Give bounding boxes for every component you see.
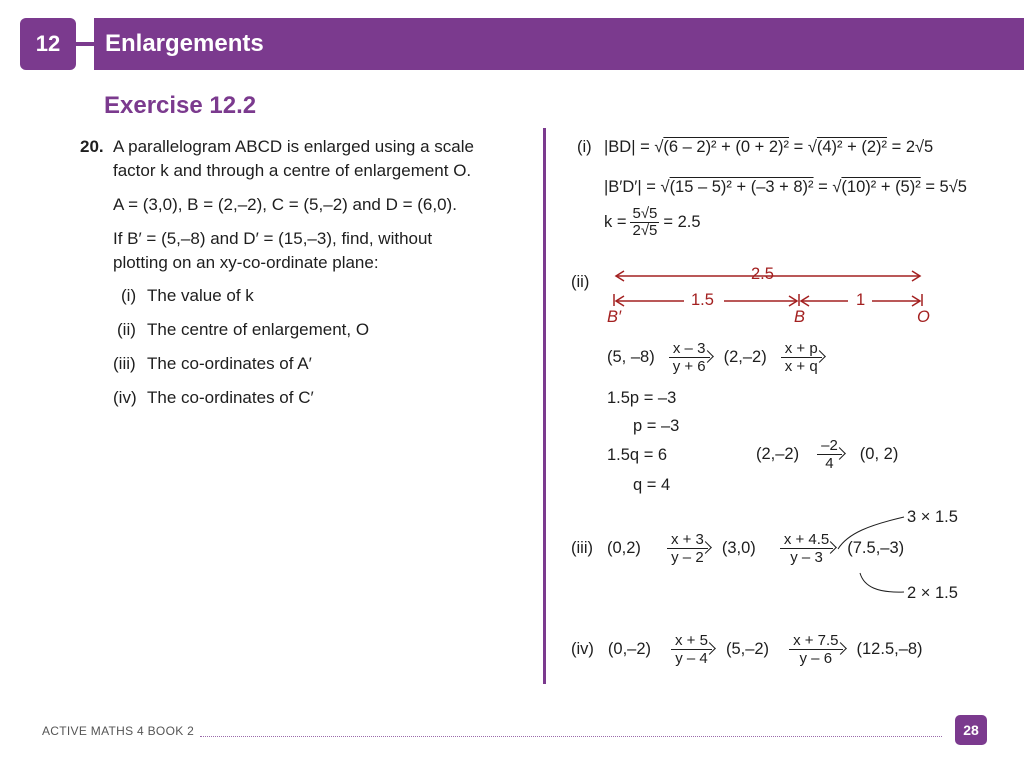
solution-i-label: (i) <box>577 138 592 156</box>
iii-from: (0,2) <box>607 539 641 557</box>
equation-1: 1.5p = –3 <box>607 389 677 407</box>
iv-mid: (5,–2) <box>725 640 770 658</box>
map2-x: x + p <box>784 340 818 357</box>
k-numerator: 5√5 <box>632 205 658 222</box>
bpdp-lhs: |B′D′| = <box>604 178 661 196</box>
note-bottom-curve <box>860 573 904 592</box>
bd-radicand-2: (4)² + (2)² <box>816 138 888 156</box>
footer-book-title: ACTIVE MATHS 4 BOOK 2 <box>42 724 195 738</box>
iv-from: (0,–2) <box>607 640 652 658</box>
part-text: The value of k <box>147 286 254 305</box>
note-top: 3 × 1.5 <box>907 508 958 526</box>
point-o: O <box>917 308 930 326</box>
iv-rule-1-x: x + 5 <box>675 632 708 649</box>
iv-rule-2-y: y – 6 <box>799 650 833 667</box>
bd-equals: = <box>789 138 808 156</box>
bpdp-equation: |B′D′| = √(15 – 5)² + (–3 + 8)² = √(10)² + (5)² = 5√5 <box>604 178 967 196</box>
iii-rule-1-x: x + 3 <box>670 531 704 548</box>
part-label: (ii) <box>117 320 136 339</box>
diagram-top-length: 2.5 <box>751 265 774 283</box>
question-if-line-1: If B′ = (5,–8) and D′ = (15,–3), find, without <box>113 229 433 248</box>
map1-from: (5, –8) <box>607 348 655 366</box>
solution-iv-row <box>571 632 923 667</box>
footer-dotted-line <box>200 736 942 737</box>
map3-rule <box>817 437 842 472</box>
solution-ii-label: (ii) <box>571 273 590 291</box>
bpdp-radicand-2: (10)² + (5)² <box>841 178 921 196</box>
part-text: The centre of enlargement, O <box>147 320 370 339</box>
bd-radicand-1: (6 – 2)² + (0 + 2)² <box>663 138 790 156</box>
mapping-row-2 <box>756 437 898 472</box>
iii-rule-2-x: x + 4.5 <box>783 531 830 548</box>
part-text: The co-ordinates of C′ <box>147 388 314 407</box>
diagram-segment-1: 1.5 <box>691 291 714 309</box>
map1-y: y + 6 <box>672 358 706 375</box>
page-number: 28 <box>955 715 987 745</box>
header-connector <box>76 42 94 46</box>
bpdp-equals: = <box>813 178 833 196</box>
bd-result: = 2√5 <box>887 138 934 156</box>
chapter-title: Enlargements <box>105 30 264 57</box>
iv-rule-2-x: x + 7.5 <box>793 632 839 649</box>
part-label: (iii) <box>113 354 136 373</box>
part-label: (i) <box>121 286 137 305</box>
iii-rule-2 <box>780 531 833 566</box>
question-if-line-2: plotting on an xy-co-ordinate plane: <box>113 253 379 272</box>
equation-4: q = 4 <box>633 476 671 494</box>
iii-rule-1 <box>667 531 708 566</box>
solution-iii-row <box>571 531 904 566</box>
mapping-row-1 <box>607 340 822 375</box>
question-line-1: A parallelogram ABCD is enlarged using a scale <box>113 137 474 156</box>
k-denominator: 2√5 <box>632 222 658 239</box>
iv-to: (12.5,–8) <box>856 640 923 658</box>
iii-mid: (3,0) <box>721 539 756 557</box>
map3-y: 4 <box>825 455 834 472</box>
iv-rule-1-y: y – 4 <box>675 650 708 667</box>
iii-to: (7.5,–3) <box>847 539 905 557</box>
point-b: B <box>794 308 806 326</box>
question-coordinates: A = (3,0), B = (2,–2), C = (5,–2) and D = (6,0). <box>113 195 457 214</box>
solution-iv-label: (iv) <box>571 640 594 658</box>
equation-2: p = –3 <box>633 417 680 435</box>
bd-equation: |BD| = √(6 – 2)² + (0 + 2)² = √(4)² + (2)² = 2√5 <box>604 138 934 156</box>
chapter-number-badge: 12 <box>20 18 76 70</box>
map2-rule <box>781 340 822 375</box>
point-bprime: B′ <box>607 308 622 326</box>
iv-rule-2 <box>789 632 842 667</box>
iv-rule-1 <box>671 632 712 667</box>
bpdp-result: = 5√5 <box>920 178 967 196</box>
map1-rule <box>669 340 710 375</box>
map2-y: x + q <box>784 358 818 375</box>
map3-x: –2 <box>821 437 838 454</box>
part-label: (iv) <box>113 388 137 407</box>
k-lhs: k = <box>604 213 627 231</box>
question-number: 20. <box>80 137 104 156</box>
bd-lhs: |BD| = <box>604 138 655 156</box>
map1-x: x – 3 <box>672 340 706 357</box>
k-fraction <box>630 206 659 239</box>
bpdp-radicand-1: (15 – 5)² + (–3 + 8)² <box>669 178 814 196</box>
iii-rule-1-y: y – 2 <box>671 549 704 566</box>
note-bottom: 2 × 1.5 <box>907 584 958 602</box>
equation-3: 1.5q = 6 <box>607 446 668 464</box>
k-result: = 2.5 <box>663 213 701 231</box>
map3-from: (2,–2) <box>756 445 800 463</box>
part-text: The co-ordinates of A′ <box>147 354 312 373</box>
k-equation <box>604 206 701 239</box>
exercise-title: Exercise 12.2 <box>104 92 257 119</box>
solution-iii-label: (iii) <box>571 539 593 557</box>
iii-rule-2-y: y – 3 <box>790 549 823 566</box>
diagram-segment-2: 1 <box>856 291 866 309</box>
map1-to: (2,–2) <box>723 348 767 366</box>
map3-to: (0, 2) <box>859 445 899 463</box>
question-line-2: factor k and through a centre of enlargement O. <box>113 161 472 180</box>
column-divider <box>543 128 546 684</box>
